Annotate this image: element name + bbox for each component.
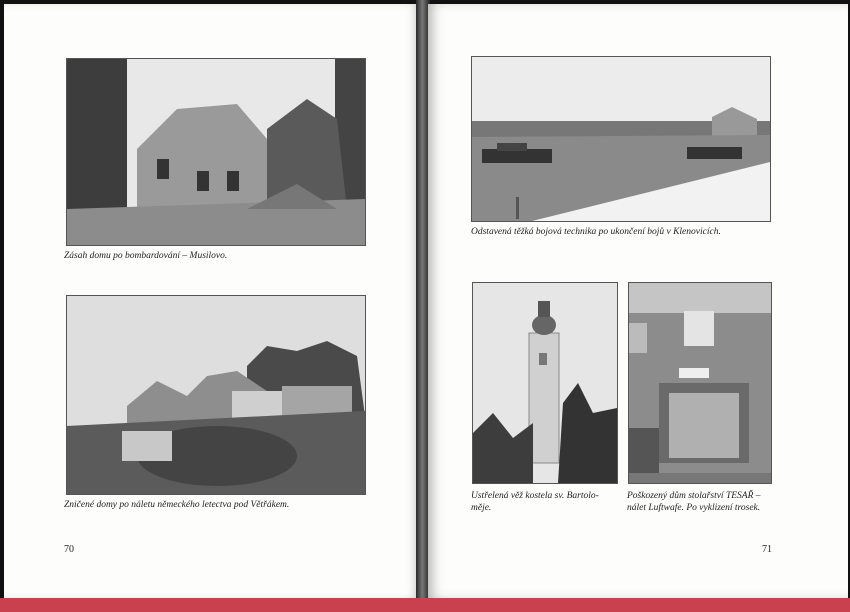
photo-abandoned-tanks-caption: Odstavená těžká bojová technika po ukončení bojů v Klenovicích. — [471, 227, 721, 237]
photo-damaged-house-caption-line1: Poškozený dům stolařství TESAŘ – — [627, 491, 761, 501]
photo-damaged-house-caption-line2: nálet Luftwafe. Po vyklizení trosek. — [627, 503, 761, 513]
photo-church-tower-caption — [471, 490, 617, 514]
left-page — [4, 4, 418, 598]
page-number-right: 71 — [762, 544, 772, 555]
photo-bombed-house — [66, 58, 366, 246]
photo-church-tower — [472, 282, 618, 484]
photo-damaged-house — [628, 282, 772, 484]
photo-bombed-house-caption: Zásah domu po bombardování – Musilovo. — [64, 251, 228, 261]
page-number-left: 70 — [64, 544, 74, 555]
right-page — [428, 4, 848, 598]
photo-damaged-house-caption — [627, 490, 777, 514]
photo-destroyed-houses — [66, 295, 366, 495]
photo-church-tower-caption-line2: měje. — [471, 503, 492, 513]
photo-abandoned-tanks — [471, 56, 771, 222]
photo-church-tower-caption-line1: Ustřelená věž kostela sv. Bartolo- — [471, 491, 599, 501]
book-page-edge — [0, 598, 850, 612]
photo-destroyed-houses-caption: Zničené domy po náletu německého letectva pod Větřákem. — [64, 500, 290, 510]
